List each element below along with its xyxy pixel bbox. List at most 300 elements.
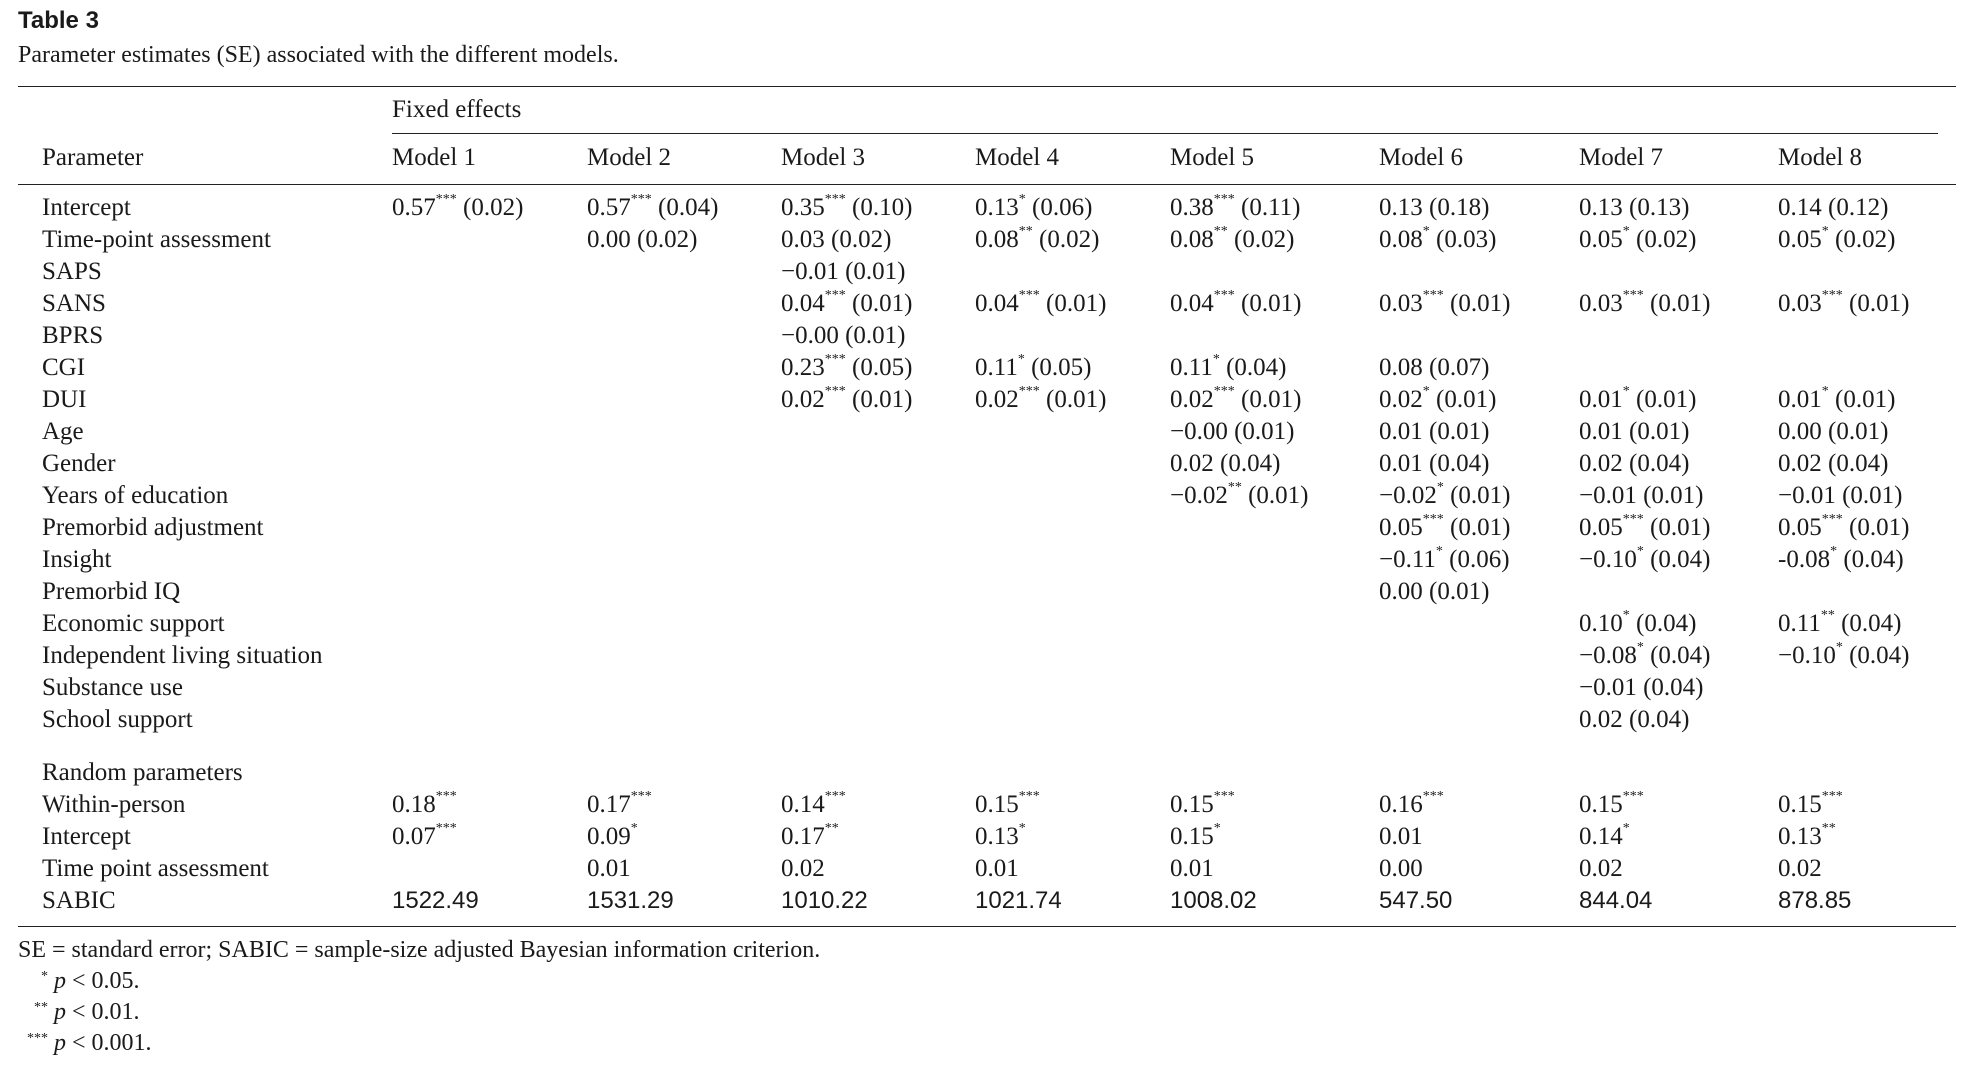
table-cell	[1379, 853, 1423, 885]
significance-stars: ***	[1821, 287, 1843, 303]
random-parameters-label: Random parameters	[42, 759, 243, 786]
estimate-value: 0.13	[1379, 194, 1423, 221]
estimate-value: 0.08	[1170, 226, 1214, 253]
significance-stars: *	[1622, 607, 1630, 623]
table-cell	[975, 789, 1040, 821]
estimate-value: 0.03	[1579, 290, 1623, 317]
row-label: School support	[42, 706, 193, 733]
significance-stars: **	[824, 820, 839, 836]
table-cell	[1170, 224, 1294, 256]
estimate-value: 0.05	[1579, 514, 1623, 541]
table-cell	[781, 821, 839, 853]
table-cell	[1170, 384, 1301, 416]
table-title: Table 3	[18, 7, 99, 34]
significance-stars: *	[1018, 820, 1026, 836]
table-cell	[1170, 288, 1301, 320]
footnote-stars: *	[41, 969, 48, 984]
standard-error: (0.12)	[1821, 194, 1889, 221]
significance-stars: *	[1835, 639, 1843, 655]
estimate-value: 0.15	[1778, 791, 1822, 818]
table-cell	[1379, 789, 1444, 821]
table-cell	[392, 789, 457, 821]
estimate-value: 0.01	[975, 855, 1019, 882]
table-cell	[781, 384, 912, 416]
table-cell	[1170, 789, 1235, 821]
significance-stars: ***	[1821, 788, 1843, 804]
table-cell	[587, 853, 631, 885]
significance-stars: **	[1821, 820, 1836, 836]
standard-error: (0.01)	[1039, 290, 1107, 317]
table-cell	[1778, 608, 1901, 640]
standard-error: (0.05)	[845, 354, 913, 381]
standard-error: (0.06)	[1025, 194, 1093, 221]
estimate-value: 0.23	[781, 354, 825, 381]
table-cell	[1778, 448, 1888, 480]
standard-error: (0.10)	[845, 194, 913, 221]
significance-stars: ***	[1821, 511, 1843, 527]
table-cell	[1579, 416, 1689, 448]
estimate-value: −0.01	[1778, 482, 1836, 509]
estimate-value: 0.05	[1379, 514, 1423, 541]
table-cell	[1778, 853, 1822, 885]
footnote-stars: ***	[27, 1031, 48, 1046]
row-label: SABIC	[42, 887, 116, 914]
estimate-value: 0.15	[975, 791, 1019, 818]
significance-stars: ***	[1422, 287, 1444, 303]
significance-stars: *	[630, 820, 638, 836]
estimate-value: 0.01	[1170, 855, 1214, 882]
standard-error: (0.01)	[1443, 482, 1511, 509]
row-label: Substance use	[42, 674, 183, 701]
significance-stars: *	[1622, 383, 1630, 399]
estimate-value: −0.08	[1579, 642, 1637, 669]
table-cell	[1379, 192, 1489, 224]
significance-stars: **	[1018, 223, 1033, 239]
significance-stars: ***	[435, 191, 457, 207]
table-cell	[1170, 821, 1221, 853]
standard-error: (0.01)	[845, 290, 913, 317]
estimate-value: 0.11	[1778, 610, 1821, 637]
model-header: Model 5	[1170, 144, 1255, 171]
estimate-value: 0.01	[1379, 450, 1423, 477]
standard-error: (0.07)	[1422, 354, 1490, 381]
estimate-value: 0.02	[1579, 450, 1623, 477]
table-cell	[975, 384, 1106, 416]
significance-stars: *	[1622, 820, 1630, 836]
footnote-stars: **	[34, 1000, 48, 1015]
table-cell	[1579, 512, 1710, 544]
estimate-value: 0.15	[1170, 823, 1214, 850]
table-subtitle: Parameter estimates (SE) associated with the different models.	[18, 42, 619, 68]
row-label: CGI	[42, 354, 86, 381]
estimate-value: 0.13	[975, 194, 1019, 221]
standard-error: (0.13)	[1622, 194, 1690, 221]
table-cell	[1778, 224, 1895, 256]
estimate-value: 0.01	[1579, 418, 1623, 445]
top-rule	[18, 86, 1956, 87]
estimate-value: 0.10	[1579, 610, 1623, 637]
table-cell	[1170, 192, 1300, 224]
footnote-p: p	[54, 1030, 66, 1056]
estimate-value: 0.57	[587, 194, 631, 221]
estimate-value: 0.01	[587, 855, 631, 882]
estimate-value: 0.02	[781, 386, 825, 413]
estimate-value: 0.15	[1579, 791, 1623, 818]
standard-error: (0.02)	[1227, 226, 1295, 253]
estimate-value: 0.17	[781, 823, 825, 850]
bottom-rule	[18, 926, 1956, 927]
estimate-value: 0.03	[781, 226, 825, 253]
table-cell	[1579, 704, 1689, 736]
standard-error: (0.02)	[630, 226, 698, 253]
estimate-value: 0.14	[1778, 194, 1822, 221]
significance-stars: ***	[1018, 788, 1040, 804]
table-cell	[1778, 480, 1903, 512]
standard-error: (0.01)	[838, 322, 906, 349]
row-label: Within-person	[42, 791, 186, 818]
row-label: Independent living situation	[42, 642, 323, 669]
table-cell	[975, 821, 1026, 853]
standard-error: (0.05)	[1024, 354, 1092, 381]
standard-error: (0.01)	[845, 386, 913, 413]
estimate-value: 1531.29	[587, 887, 674, 914]
table-cell	[1778, 821, 1836, 853]
significance-stars: *	[1422, 383, 1430, 399]
estimate-value: 0.09	[587, 823, 631, 850]
table-cell	[1379, 416, 1489, 448]
estimate-value: −0.10	[1579, 546, 1637, 573]
row-label: SANS	[42, 290, 106, 317]
table-cell	[587, 224, 697, 256]
standard-error: (0.04)	[1842, 642, 1910, 669]
table-cell	[1579, 448, 1689, 480]
significance-stars: ***	[435, 788, 457, 804]
table-cell	[1778, 416, 1888, 448]
standard-error: (0.01)	[1422, 418, 1490, 445]
table-cell	[1579, 885, 1652, 917]
table-cell	[781, 789, 846, 821]
significance-stars: ***	[824, 191, 846, 207]
significance-stars: *	[1436, 479, 1444, 495]
estimate-value: 0.01	[1579, 386, 1623, 413]
standard-error: (0.01)	[1835, 482, 1903, 509]
significance-stars: ***	[1422, 788, 1444, 804]
table-cell	[392, 821, 457, 853]
fixed-effects-header: Fixed effects	[392, 96, 522, 123]
model-header: Model 2	[587, 144, 672, 171]
table-cell	[1579, 224, 1696, 256]
standard-error: (0.01)	[1422, 578, 1490, 605]
estimate-value: 0.02	[1778, 855, 1822, 882]
standard-error: (0.04)	[1213, 450, 1281, 477]
significance-stars: ***	[1622, 788, 1644, 804]
row-label: Time point assessment	[42, 855, 269, 882]
parameter-header: Parameter	[42, 144, 144, 171]
estimate-value: 0.14	[781, 791, 825, 818]
estimate-value: 0.02	[1579, 706, 1623, 733]
footnote-threshold: < 0.05.	[66, 968, 140, 994]
estimate-value: 1008.02	[1170, 887, 1257, 914]
standard-error: (0.01)	[1622, 418, 1690, 445]
table-cell	[1778, 885, 1851, 917]
estimate-value: 0.00	[1778, 418, 1822, 445]
estimate-value: 0.01	[1379, 823, 1423, 850]
estimate-value: 0.08	[1379, 354, 1423, 381]
estimate-value: 0.02	[1170, 386, 1214, 413]
table-cell	[587, 192, 718, 224]
significance-stars: *	[1213, 820, 1221, 836]
table-cell	[1579, 853, 1623, 885]
header-rule	[18, 184, 1956, 185]
estimate-value: 0.04	[1170, 290, 1214, 317]
significance-stars: ***	[1213, 191, 1235, 207]
standard-error: (0.04)	[1643, 546, 1711, 573]
footnote-p: p	[54, 968, 66, 994]
table-cell	[1379, 384, 1496, 416]
model-header: Model 7	[1579, 144, 1664, 171]
estimate-value: 0.03	[1379, 290, 1423, 317]
table-cell	[587, 789, 652, 821]
estimate-value: 0.08	[1379, 226, 1423, 253]
table-cell	[1778, 640, 1910, 672]
row-label: Gender	[42, 450, 116, 477]
table-cell	[1579, 789, 1644, 821]
significance-stars: ***	[1213, 383, 1235, 399]
table-cell	[1170, 416, 1295, 448]
standard-error: (0.01)	[1842, 290, 1910, 317]
row-label: Time-point assessment	[42, 226, 271, 253]
model-header: Model 3	[781, 144, 866, 171]
standard-error: (0.01)	[1828, 386, 1896, 413]
estimate-value: 0.57	[392, 194, 436, 221]
estimate-value: 0.02	[1579, 855, 1623, 882]
estimate-value: −0.00	[781, 322, 839, 349]
table-cell	[975, 352, 1091, 384]
estimate-value: 0.17	[587, 791, 631, 818]
significance-stars: ***	[1622, 511, 1644, 527]
fixed-effects-rule	[392, 133, 1938, 134]
table-cell	[1379, 224, 1496, 256]
estimate-value: 1522.49	[392, 887, 479, 914]
table-cell	[781, 192, 912, 224]
estimate-value: 0.38	[1170, 194, 1214, 221]
row-label: Intercept	[42, 194, 131, 221]
footnote-p: p	[54, 999, 66, 1025]
table-cell	[781, 224, 891, 256]
estimate-value: −0.01	[1579, 482, 1637, 509]
standard-error: (0.04)	[1834, 610, 1902, 637]
estimate-value: 0.05	[1778, 226, 1822, 253]
standard-error: (0.01)	[1643, 514, 1711, 541]
significance-stars: *	[1435, 543, 1443, 559]
table-cell	[1579, 288, 1710, 320]
significance-stars: **	[1820, 607, 1835, 623]
estimate-value: −0.00	[1170, 418, 1228, 445]
table-cell	[975, 224, 1099, 256]
estimate-value: 0.15	[1170, 791, 1214, 818]
table-cell	[781, 352, 912, 384]
table-cell	[781, 256, 906, 288]
table-cell	[1778, 288, 1909, 320]
estimate-value: 1010.22	[781, 887, 868, 914]
model-header: Model 8	[1778, 144, 1863, 171]
estimate-value: 0.00	[1379, 578, 1423, 605]
estimate-value: 1021.74	[975, 887, 1062, 914]
table-cell	[1170, 853, 1214, 885]
model-header: Model 6	[1379, 144, 1464, 171]
estimate-value: 878.85	[1778, 887, 1852, 914]
estimate-value: 0.14	[1579, 823, 1623, 850]
model-header: Model 1	[392, 144, 477, 171]
standard-error: (0.03)	[1429, 226, 1497, 253]
table-cell	[392, 192, 523, 224]
standard-error: (0.04)	[1622, 706, 1690, 733]
footnote-threshold: < 0.01.	[66, 999, 140, 1025]
table-cell	[1379, 576, 1489, 608]
table-cell	[781, 320, 906, 352]
table-cell	[392, 885, 479, 917]
significance-stars: *	[1636, 543, 1644, 559]
standard-error: (0.01)	[1443, 290, 1511, 317]
table-cell	[781, 288, 912, 320]
significance-stars: *	[1821, 223, 1829, 239]
significance-stars: *	[1212, 351, 1220, 367]
standard-error: (0.02)	[824, 226, 892, 253]
table-cell	[1579, 480, 1704, 512]
significance-stars: *	[1636, 639, 1644, 655]
significance-stars: ***	[824, 287, 846, 303]
table-cell	[1579, 384, 1696, 416]
table-cell	[1379, 885, 1452, 917]
significance-stars: ***	[1622, 287, 1644, 303]
standard-error: (0.18)	[1422, 194, 1490, 221]
row-label: BPRS	[42, 322, 104, 349]
significance-stars: ***	[630, 788, 652, 804]
table-cell	[1379, 448, 1489, 480]
row-label: Age	[42, 418, 84, 445]
standard-error: (0.04)	[1837, 546, 1904, 573]
significance-stars: **	[1227, 479, 1242, 495]
row-label: Years of education	[42, 482, 229, 509]
table-cell	[975, 885, 1062, 917]
significance-stars: *	[1018, 191, 1026, 207]
estimate-value: 0.00	[1379, 855, 1423, 882]
significance-stars: **	[1213, 223, 1228, 239]
standard-error: (0.02)	[1629, 226, 1697, 253]
row-label: Economic support	[42, 610, 225, 637]
standard-error: (0.04)	[1422, 450, 1490, 477]
significance-stars: ***	[824, 351, 846, 367]
standard-error: (0.02)	[1828, 226, 1896, 253]
standard-error: (0.01)	[1429, 386, 1497, 413]
estimate-value: −0.02	[1170, 482, 1228, 509]
significance-stars: *	[1622, 223, 1630, 239]
significance-stars: *	[1017, 351, 1025, 367]
estimate-value: 0.13	[1778, 823, 1822, 850]
row-label: Insight	[42, 546, 112, 573]
estimate-value: 0.02	[1170, 450, 1214, 477]
standard-error: (0.02)	[456, 194, 524, 221]
standard-error: (0.04)	[1219, 354, 1287, 381]
table-cell	[1778, 789, 1843, 821]
table-cell	[1579, 821, 1630, 853]
estimate-value: −0.01	[781, 258, 839, 285]
standard-error: (0.01)	[1643, 290, 1711, 317]
standard-error: (0.06)	[1442, 546, 1510, 573]
row-label: Intercept	[42, 823, 131, 850]
estimate-value: 0.07	[392, 823, 436, 850]
standard-error: (0.01)	[1227, 418, 1295, 445]
standard-error: (0.01)	[1039, 386, 1107, 413]
table-cell	[1579, 608, 1696, 640]
estimate-value: 0.01	[1778, 386, 1822, 413]
standard-error: (0.04)	[1622, 450, 1690, 477]
row-label: Premorbid IQ	[42, 578, 181, 605]
estimate-value: −0.01	[1579, 674, 1637, 701]
table-cell	[1170, 885, 1257, 917]
standard-error: (0.04)	[1629, 610, 1697, 637]
table-cell	[1579, 640, 1711, 672]
standard-error: (0.04)	[651, 194, 719, 221]
estimate-value: 0.04	[975, 290, 1019, 317]
standard-error: (0.01)	[1234, 386, 1302, 413]
estimate-value: 0.02	[1778, 450, 1822, 477]
significance-stars: ***	[1018, 383, 1040, 399]
table-cell	[1778, 544, 1904, 576]
significance-stars: *	[1821, 383, 1829, 399]
standard-error: (0.01)	[1821, 418, 1889, 445]
estimate-value: 0.35	[781, 194, 825, 221]
standard-error: (0.01)	[1241, 482, 1309, 509]
estimate-value: 0.11	[1170, 354, 1213, 381]
estimate-value: 0.08	[975, 226, 1019, 253]
row-label: Premorbid adjustment	[42, 514, 264, 541]
table-cell	[1379, 480, 1511, 512]
footnote-threshold: < 0.001.	[66, 1030, 152, 1056]
standard-error: (0.01)	[838, 258, 906, 285]
table-cell	[1579, 192, 1689, 224]
estimate-value: 0.11	[975, 354, 1018, 381]
estimate-value: 0.13	[975, 823, 1019, 850]
estimate-value: 0.13	[1579, 194, 1623, 221]
table-cell	[975, 192, 1092, 224]
estimate-value: 0.04	[781, 290, 825, 317]
estimate-value: 0.05	[1579, 226, 1623, 253]
estimate-value: 0.00	[587, 226, 631, 253]
table-cell	[587, 885, 674, 917]
standard-error: (0.11)	[1234, 194, 1301, 221]
estimate-value: 0.16	[1379, 791, 1423, 818]
table-cell	[975, 288, 1106, 320]
significance-stars: ***	[1018, 287, 1040, 303]
footnote-line	[18, 1028, 152, 1062]
significance-stars: *	[1830, 543, 1838, 559]
table-cell	[1379, 544, 1510, 576]
table-cell	[1170, 480, 1309, 512]
table-cell	[975, 853, 1019, 885]
estimate-value: 0.02	[781, 855, 825, 882]
estimate-value: −0.10	[1778, 642, 1836, 669]
standard-error: (0.04)	[1821, 450, 1889, 477]
table-cell	[1778, 384, 1895, 416]
table-cell	[1170, 352, 1286, 384]
table-cell	[781, 885, 868, 917]
estimate-value: −0.02	[1379, 482, 1437, 509]
significance-stars: ***	[1213, 788, 1235, 804]
standard-error: (0.01)	[1234, 290, 1302, 317]
standard-error: (0.04)	[1636, 674, 1704, 701]
significance-stars: ***	[824, 383, 846, 399]
